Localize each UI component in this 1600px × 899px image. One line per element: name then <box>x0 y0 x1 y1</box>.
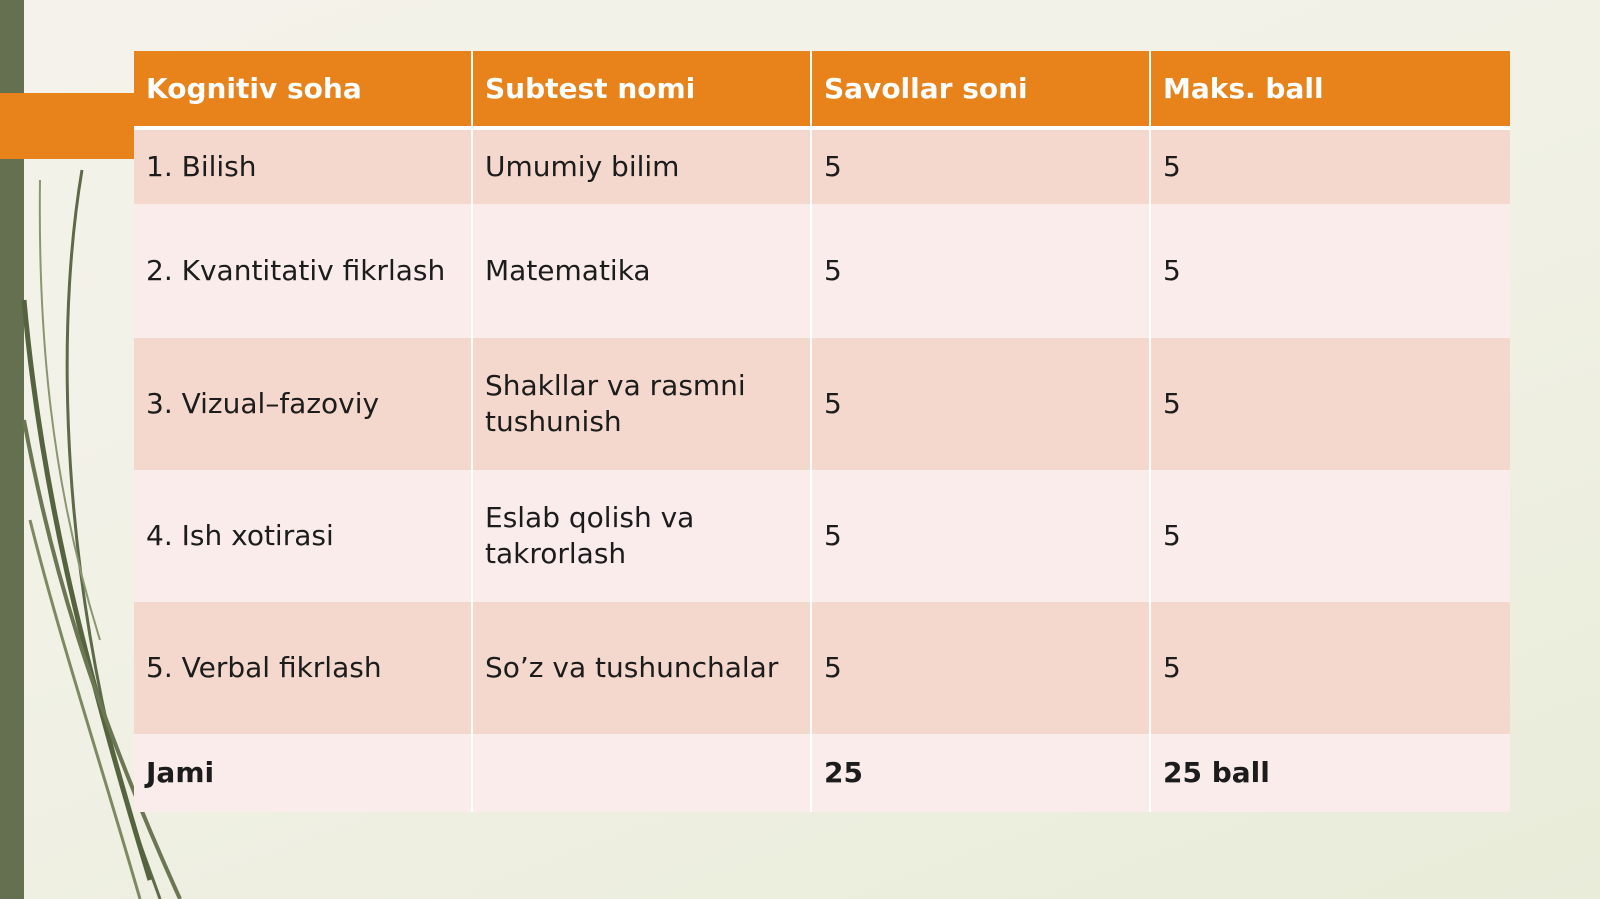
cell-soha: 5. Verbal fikrlash <box>134 602 472 734</box>
cell-subtest: So’z va tushunchalar <box>472 602 811 734</box>
cell-soha: 1. Bilish <box>134 128 472 204</box>
cell-ball: 5 <box>1150 204 1510 338</box>
header-savollar-soni: Savollar soni <box>811 51 1150 128</box>
table-row <box>134 204 1510 338</box>
cell-savollar: 5 <box>811 602 1150 734</box>
table-row <box>134 602 1510 734</box>
table-total-row <box>134 734 1510 812</box>
table-row <box>134 470 1510 602</box>
total-label: Jami <box>134 734 472 812</box>
table-row <box>134 128 1510 204</box>
cell-savollar: 5 <box>811 338 1150 470</box>
cell-soha: 2. Kvantitativ fikrlash <box>134 204 472 338</box>
cell-subtest: Eslab qolish va takrorlash <box>472 470 811 602</box>
data-table <box>134 51 1510 812</box>
total-ball: 25 ball <box>1150 734 1510 812</box>
cell-savollar: 5 <box>811 128 1150 204</box>
cell-savollar: 5 <box>811 204 1150 338</box>
cell-subtest: Umumiy bilim <box>472 128 811 204</box>
cell-ball: 5 <box>1150 128 1510 204</box>
table-header-row <box>134 51 1510 128</box>
header-subtest-nomi: Subtest nomi <box>472 51 811 128</box>
header-kognitiv-soha: Kognitiv soha <box>134 51 472 128</box>
cell-soha: 3. Vizual–fazoviy <box>134 338 472 470</box>
cell-soha: 4. Ish xotirasi <box>134 470 472 602</box>
cell-ball: 5 <box>1150 338 1510 470</box>
orange-tab-accent <box>0 93 134 159</box>
data-table-container <box>134 51 1510 812</box>
cell-subtest: Shakllar va rasmni tushunish <box>472 338 811 470</box>
cell-subtest: Matematika <box>472 204 811 338</box>
header-maks-ball: Maks. ball <box>1150 51 1510 128</box>
table-row <box>134 338 1510 470</box>
cell-ball: 5 <box>1150 602 1510 734</box>
cell-ball: 5 <box>1150 470 1510 602</box>
cell-savollar: 5 <box>811 470 1150 602</box>
total-savollar: 25 <box>811 734 1150 812</box>
total-empty-cell <box>472 734 811 812</box>
